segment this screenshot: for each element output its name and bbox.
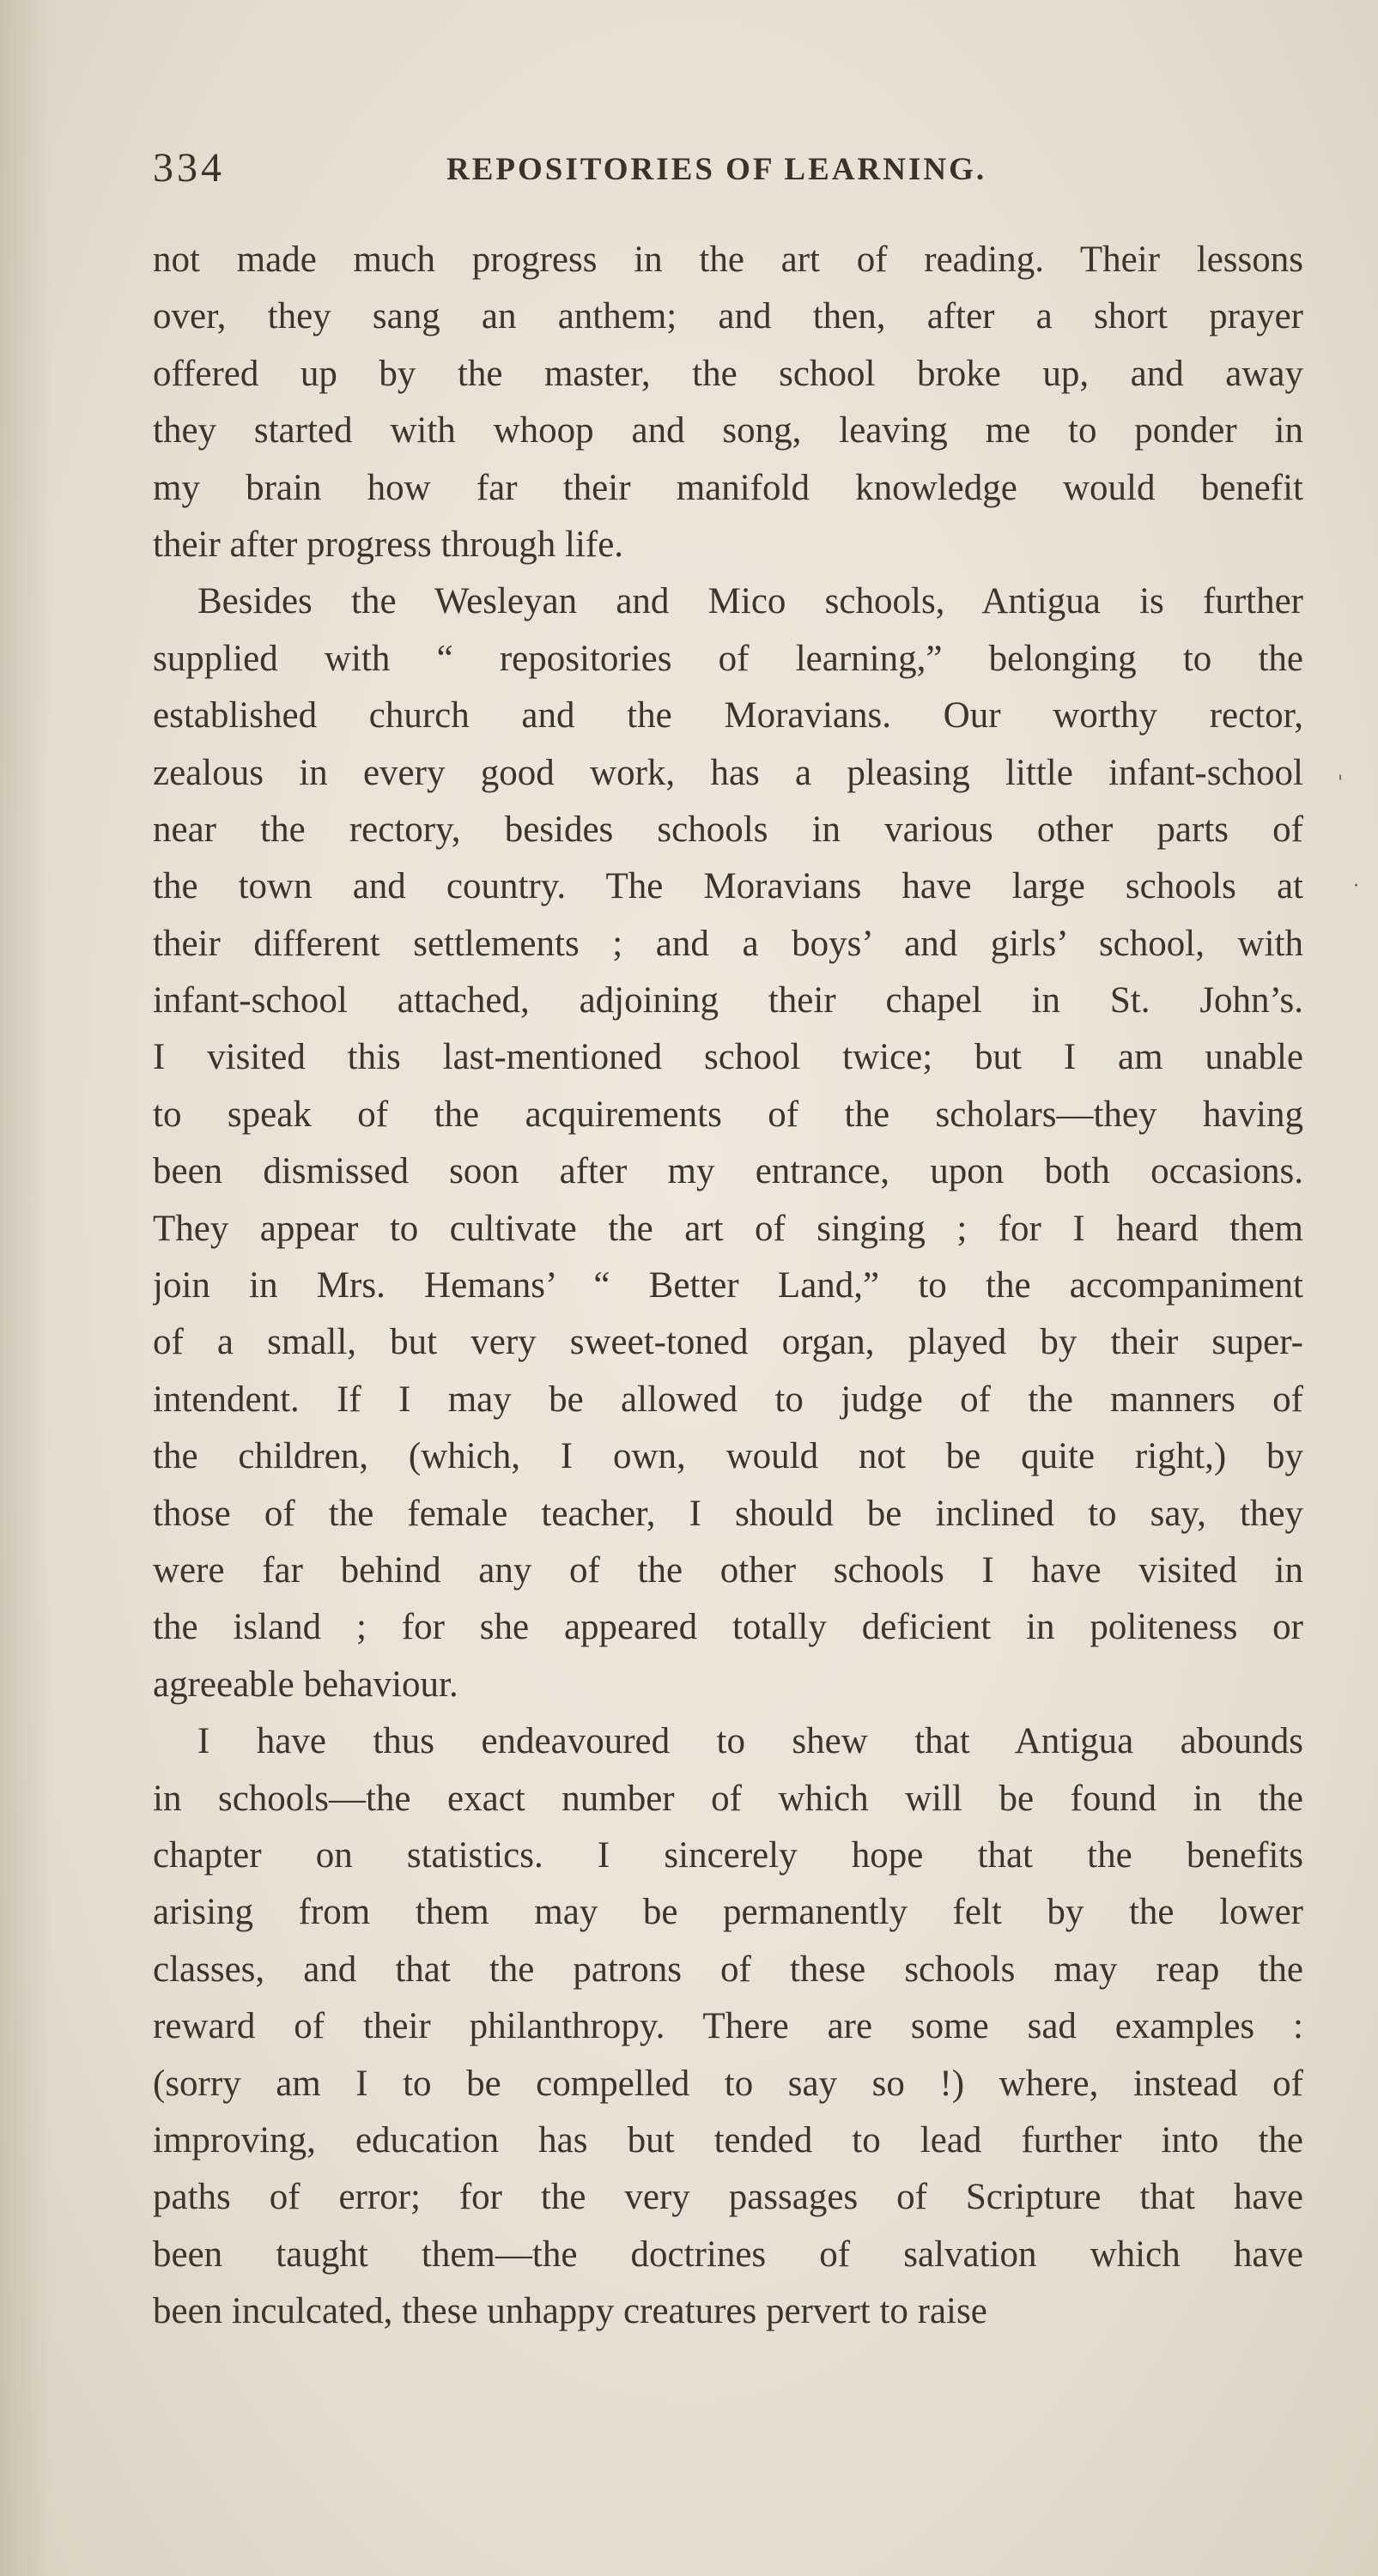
text-line: the island ; for she appeared totally deficient in politeness or <box>153 1607 1303 1648</box>
text-line: the town and country. The Moravians have large schools at <box>153 866 1303 907</box>
text-line: classes, and that the patrons of these schools may reap the <box>153 1949 1303 1990</box>
text-line: been taught them—the doctrines of salvation which have <box>153 2234 1303 2275</box>
text-line: improving, education has but tended to lead further into the <box>153 2119 1303 2161</box>
text-line: they started with whoop and song, leaving me to ponder in <box>153 410 1303 452</box>
margin-mark: · <box>1353 876 1359 897</box>
text-line: not made much progress in the art of reading. Their lessons <box>153 239 1303 280</box>
text-line: over, they sang an anthem; and then, after a short prayer <box>153 296 1303 337</box>
text-line: established church and the Moravians. Our worthy rector, <box>153 695 1303 736</box>
text-line: of a small, but very sweet-toned organ, played by their super- <box>153 1322 1303 1363</box>
text-line: been dismissed soon after my entrance, upon both occasions. <box>153 1151 1303 1192</box>
text-line: chapter on statistics. I sincerely hope that the benefits <box>153 1834 1303 1876</box>
body-text <box>153 232 1303 2340</box>
text-line: the children, (which, I own, would not be quite right,) by <box>153 1436 1303 1477</box>
text-line: supplied with “ repositories of learning,” belonging to the <box>153 638 1303 679</box>
text-line: intendent. If I may be allowed to judge of the manners of <box>153 1379 1303 1420</box>
text-line: agreeable behaviour. <box>153 1664 458 1705</box>
spine-shadow <box>0 0 52 2576</box>
text-line: I visited this last-mentioned school twice; but I am unable <box>153 1037 1303 1078</box>
text-line: to speak of the acquirements of the scholars—they having <box>153 1094 1303 1135</box>
text-line: near the rectory, besides schools in various other parts of <box>153 809 1303 850</box>
text-line: in schools—the exact number of which will be found in the <box>153 1778 1303 1819</box>
text-line: They appear to cultivate the art of singing ; for I heard them <box>153 1208 1303 1249</box>
text-line: those of the female teacher, I should be inclined to say, they <box>153 1493 1303 1534</box>
text-line: their after progress through life. <box>153 524 624 565</box>
text-line: offered up by the master, the school broke up, and away <box>153 353 1303 394</box>
text-line: my brain how far their manifold knowledge would benefit <box>153 467 1303 508</box>
text-line: paths of error; for the very passages of Scripture that have <box>153 2177 1303 2218</box>
text-line: arising from them may be permanently felt by the lower <box>153 1892 1303 1933</box>
page-number: 334 <box>153 145 225 191</box>
text-line: (sorry am I to be compelled to say so !) where, instead of <box>153 2063 1303 2104</box>
text-line: I have thus endeavoured to shew that Antigua abounds <box>197 1721 1303 1762</box>
text-line: infant-school attached, adjoining their chapel in St. John’s. <box>153 980 1303 1021</box>
text-line: Besides the Wesleyan and Mico schools, Antigua is further <box>197 581 1303 622</box>
margin-mark: ' <box>1338 773 1344 794</box>
text-line: been inculcated, these unhappy creatures pervert to raise <box>153 2291 987 2332</box>
text-line: reward of their philanthropy. There are some sad examples : <box>153 2006 1303 2047</box>
text-line: zealous in every good work, has a pleasing little infant-school <box>153 752 1303 793</box>
running-head: REPOSITORIES OF LEARNING. <box>446 152 987 187</box>
text-line: were far behind any of the other schools I have visited in <box>153 1549 1303 1591</box>
page-header <box>153 144 1303 204</box>
text-line: join in Mrs. Hemans’ “ Better Land,” to the accompaniment <box>153 1265 1303 1306</box>
text-line: their different settlements ; and a boys’ and girls’ school, with <box>153 923 1303 964</box>
